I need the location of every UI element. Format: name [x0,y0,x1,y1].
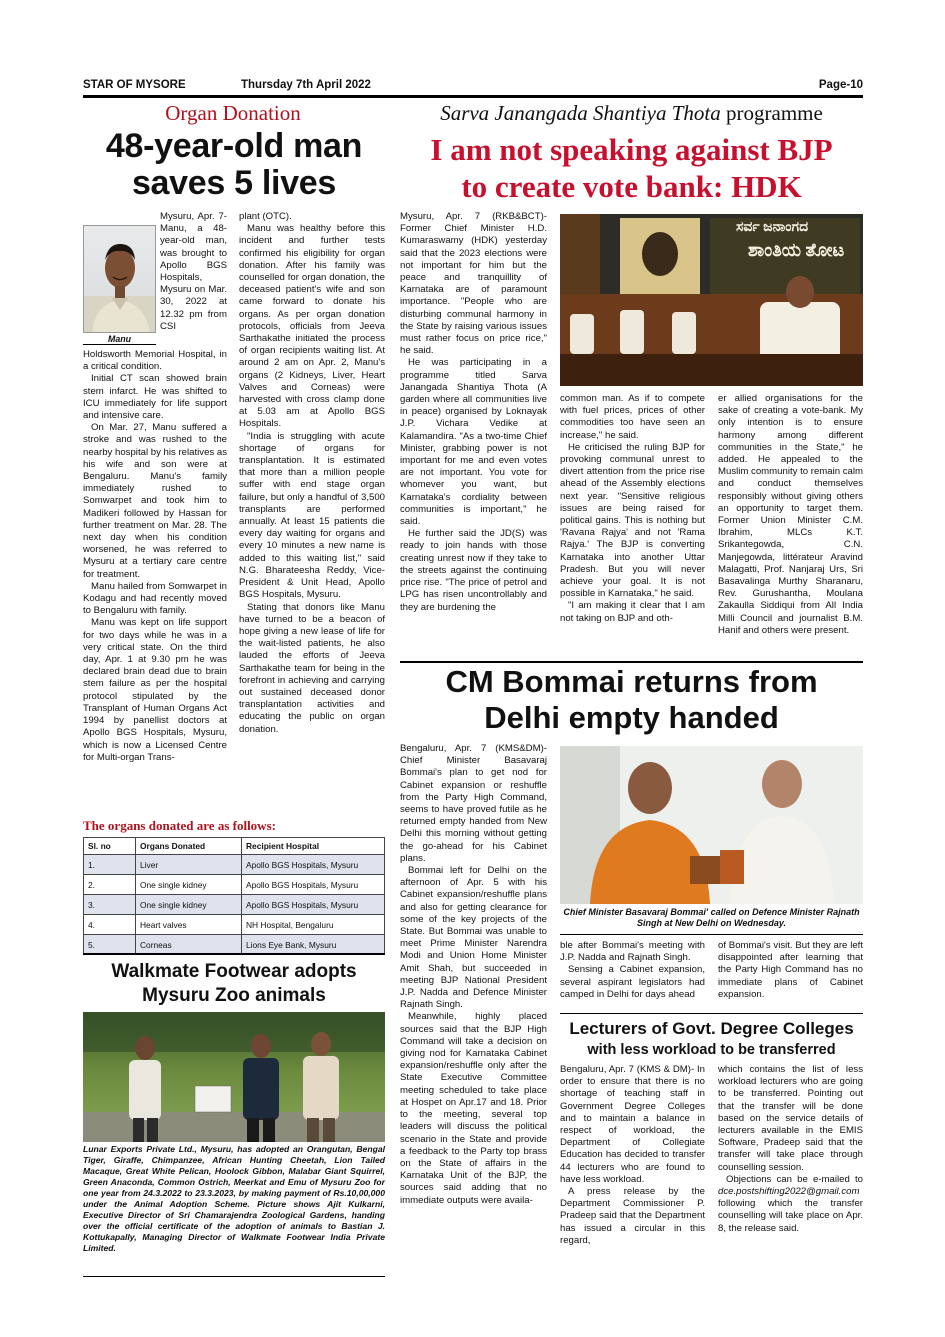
organ-col1-p2: Initial CT scan showed brain stem infarct. He was shifted to ICU immediately for life support and intensive care. [83,373,227,422]
cell-slno: 3. [84,895,136,915]
lecturers-email-link[interactable]: dce.postshifting2022@gmail.com [718,1186,860,1198]
hdk-col1-p3: He further said the JD(S) was ready to join hands with those creating unrest now if they take to the streets against the continuing price rise. "The price of petrol and LPG has risen uncontrollably and they are burdening the [400,528,547,613]
hdk-headline-line2: to create vote bank: HDK [461,169,802,204]
cell-hospital: Lions Eye Bank, Mysuru [242,935,385,955]
bommai-caption-rule [560,934,863,935]
walkmate-headline [80,960,388,1008]
bommai-headline [395,664,868,736]
organ-table-header [84,838,385,855]
organ-col1-p4: Manu hailed from Somwarpet in Kodagu and had recently moved to Bengaluru with family. [83,580,227,617]
lecturers-objections-text: Objections can be e-mailed to [726,1173,863,1185]
organ-table-title: The organs donated are as follows: [83,818,276,833]
lecturers-col1-p2: A press release by the Department Commissioner P. Pradeep said that the Department has issued a circular in this regard, [560,1186,705,1246]
th-slno: Sl. no [84,838,136,855]
organ-kicker: Organ Donation [165,101,301,125]
organ-table-wrapper [83,837,385,955]
bommai-col1-p3: Meanwhile, highly placed sources said that the BJP High Command will take a decision on giving nod for Karnataka Cabinet expansion/reshuffle only after the State Executive Committee meeting scheduled to take place at Hospet on Apr.17 and 18. Prior to the meeting, several top leaders will discuss the political scenario in the State and provide a feedback to the Party top brass on the State of affairs in the Karnataka Unit of the BJP, the sources said adding that no immediate outputs were availa- [400,1011,547,1206]
walkmate-photo [83,1012,385,1142]
hdk-kicker-rest: programme [720,101,823,125]
hdk-photo [560,214,863,386]
bommai-photo-caption: Chief Minister Basavaraj Bommai' called on Defence Minister Rajnath Singh at New Delhi on Wednesday. [563,907,860,928]
masthead [83,77,863,97]
organ-headline-line1: 48-year-old man [105,127,363,165]
bommai-col2 [560,940,705,1001]
manu-photo [83,225,156,333]
organ-col2-p3: "India is struggling with acute shortage of organs for transplantation. It is estimated that more than a million people suffer with end stage organ failure, but only a handful of 3,500 transplants are performed annually. At least 15 patients die every day waiting for organs and every 10 minutes a new name is added to this waiting list," said N.G. Bharateesha Reddy, Vice-President & Unit Head, Apollo BGS Hospitals, Mysuru. [239,430,385,601]
bommai-col1 [400,743,547,1207]
hdk-bottom-rule [400,661,863,663]
hdk-col3 [718,393,863,637]
hdk-kicker [400,101,863,126]
hdk-col2-p1: common man. As if to compete with fuel prices, prices of other commodities too have seen an increase," he said. [560,393,705,441]
cell-hospital: NH Hospital, Bengaluru [242,915,385,935]
table-row [84,855,385,875]
walkmate-headline-line1: Walkmate Footwear adopts [111,961,357,982]
hdk-col2-p2: He criticised the ruling BJP for provoking communal unrest to divert attention from the price rise ahead of the Assembly elections next year. "Sensitive religious issues are being raised for political gains. This is nothing but 'Ravana Rajya' and not 'Rama Rajya.' The BJP is converting Karnataka into another Uttar Pradesh. But you will never achieve your goal. It is not possible in Karnataka," he said. [560,441,705,600]
cell-hospital: Apollo BGS Hospitals, Mysuru [242,895,385,915]
lecturers-col2-p1: which contains the list of less workload lecturers who are going to be transferred. Pointing out that the transfer will be done based on the service details of lecturers available in the EMIS Software, Pradeep said that the transfer will take place through counselling session. [718,1064,863,1173]
page-number: Page-10 [818,79,863,91]
hdk-col1-p1: Mysuru, Apr. 7 (RKB&BCT)- Former Chief Minister H.D. Kumaraswamy (HDK) yesterday said that the 2023 elections were not important for him but the peace and tranquillity of Karnataka are of paramount importance. "People who are disturbing communal harmony in the State by raising various issues must rather focus on price rice," he said. [400,211,547,357]
walkmate-headline-line2: Mysuru Zoo animals [142,985,326,1006]
lecturers-followup-text: following which the transfer counselling will take place on Apr. 8, the release said. [718,1198,863,1234]
cell-slno: 4. [84,915,136,935]
lecturers-col1-p1: Bengaluru, Apr. 7 (KMS & DM)- In order to ensure that there is no shortage of teaching staff in Government Degree Colleges and to maintain a balance in respect of workload, the Department of Collegiate Education has decided to transfer 44 lecturers who are found to have less workload. [560,1064,705,1185]
bommai-col1-p1: Bengaluru, Apr. 7 (KMS&DM)- Chief Minister Basavaraj Bommai's plan to get nod for Cabinet expansion or reshuffle from the Party High Command, seems to have proved futile as he returned empty handed from New Delhi this morning without getting the go-ahead for his Cabinet plans. [400,743,547,864]
th-hospital: Recipient Hospital [242,838,385,855]
lecturers-headline-line2: with less workload to be transferred [587,1042,836,1058]
hdk-col2 [560,393,705,625]
cell-slno: 1. [84,855,136,875]
hdk-kicker-italic: Sarva Janangada Shantiya Thota [440,101,721,125]
hdk-col2-p3: "I am making it clear that I am not taking on BJP and oth- [560,600,705,624]
hdk-col1 [400,211,547,614]
bommai-col1-p2: Bommai left for Delhi on the afternoon of Apr. 5 with his Cabinet expansion/reshuffle plans and also for getting clearance for some of the key projects of the State. But Bommai was unable to meet Prime Minister Narendra Modi and Union Home Minister Amit Shah, but succeeded in meeting BJP National President J.P. Nadda and Defence Minister Rajnath Singh. [400,865,547,1011]
cell-organ: One single kidney [136,875,242,895]
masthead-rule [83,95,863,98]
bommai-col3-p1: of Bommai's visit. But they are left disappointed after learning that the Party High Command has no immediate plans of Cabinet expansion. [718,940,863,1000]
paper-name: STAR OF MYSORE [83,79,186,91]
bommai-headline-line2: Delhi empty handed [484,700,779,735]
hdk-headline-line1: I am not speaking against BJP [430,132,833,167]
organ-col1-p1: Holdsworth Memorial Hospital, in a critical condition. [83,349,227,373]
walkmate-caption: Lunar Exports Private Ltd., Mysuru, has adopted an Orangutan, Bengal Tiger, Giraffe, Chimpanzee, African Hunting Cheetah, Lion Tailed Macaque, Great White Pelican, Hoolock Gibbon, Malabar Giant Squirrel, Green Anaconda, Common Ostrich, Meerkat and Emu of Mysuru Zoo for one year from 24.3.2022 to 23.3.2023, by making payment of Rs.10,00,000 under the Animal Adoption Scheme. Picture shows Ajit Kulkarni, Executive Director of Sri Chamarajendra Zoological Gardens, handing over the official certificate of the adoption of animals to Bastian J. Kottukapally, Managing Director of Walkmate Footwear India Private Limited. [83,1144,385,1253]
organ-col1 [83,349,227,764]
bommai-photo [560,746,863,904]
bommai-col2-p2: Sensing a Cabinet expansion, several aspirant legislators had camped in Delhi for days ahead [560,964,705,1000]
table-row [84,935,385,955]
cell-slno: 2. [84,875,136,895]
organ-table [83,837,385,955]
organ-col2-p4: Stating that donors like Manu have turned to be a beacon of hope giving a new lease of life for the wait-listed patients, he also lauded the efforts of Jeeva Sarthakathe team for being in the forefront in achieving and carrying out sustained deceased donor transplantation activities and educating the public on organ donation. [239,601,385,735]
issue-date: Thursday 7th April 2022 [241,79,371,91]
hdk-col3-p1: er allied organisations for the sake of creating a vote-bank. My only intention is to ensure harmony among different communities in the State," he added. He appealed to the Muslim community to remain calm and conduct themselves responsibly without giving others an opportunity to target them. Former Union Minister C.M. Ibrahim, MLCs K.T. Srikantegowda, C.N. Manjegowda, littérateur Aravind Malagatti, Prof. Nanjaraj Urs, Sri Basavalinga Murthy Sharanaru, Rev. Gurushantha, Moulana Zakaulla Siddiqui from All India Milli Council and journalist B.M. Hanif and others were present. [718,393,864,636]
table-row [84,875,385,895]
lecturers-col2-p2 [718,1174,863,1235]
hdk-headline [395,131,868,205]
bommai-col3 [718,940,863,1001]
organ-headline-line2: saves 5 lives [131,164,337,202]
cell-slno: 5. [84,935,136,955]
bommai-headline-line1: CM Bommai returns from [445,664,818,699]
organ-lead-paragraph: Mysuru, Apr. 7- Manu, a 48-year-old man, was brought to Apollo BGS Hospitals, Mysuru on Mar. 30, 2022 at 12.32 pm from CSI [160,211,227,332]
cell-organ: Corneas [136,935,242,955]
lecturers-headline [556,1018,867,1060]
hdk-banner-text-2: ಶಾಂತಿಯ ತೋಟ [748,240,845,260]
lecturers-col1 [560,1064,705,1247]
cell-hospital: Apollo BGS Hospitals, Mysuru [242,875,385,895]
organ-col2-p1: plant (OTC). [239,211,292,222]
cell-organ: Liver [136,855,242,875]
organ-col2 [239,211,385,736]
hdk-banner-text-1: ಸರ್ವ ಜನಾಂಗದ [736,220,809,235]
organ-headline [80,128,388,202]
manu-photo-caption: Manu [83,334,156,345]
bommai-col2-p1: ble after Bommai's meeting with J.P. Nadda and Rajnath Singh. [560,940,705,964]
lecturers-headline-line1: Lecturers of Govt. Degree Colleges [569,1019,854,1038]
organ-col1-p5: Manu was kept on life support for two days while he was in a very critical state. On the third day, Apr. 1 at 9.30 pm he was declared brain dead due to brain stem failure as per the hospital protocol stipulated by the Transplant of Human Organs Act 1994 by panellist doctors at Apollo BGS Hospitals, Mysuru, which is now a Licensed Centre for Multi-organ Trans- [83,617,227,763]
bommai-bottom-rule [560,1013,863,1014]
hdk-col1-p2: He was participating in a programme titled Sarva Janangada Shantiya Thota (A garden where all communities live in peace) organised by Loknayak J.P. Vichara Vedike at Kalamandira. "As a two-time Chief Minister, grabbing power is not important for me and even votes are not important. You vote for whomever you want, but Karnataka's cordiality between communities is important," he said. [400,357,547,528]
table-row [84,915,385,935]
cell-organ: Heart valves [136,915,242,935]
organ-col2-p2: Manu was healthy before this incident and further tests confirmed his eligibility for organ donation. After his family was counselled for organ donation, the deceased patient's wife and son came forward to donate his organs. As per organ donation protocols, officials from Jeeva Sarthakathe initiated the process of organ recipients waiting list. At around 2 am on Apr. 2, Manu's organs (2 Kidneys, Liver, Heart Valves and Corneas) were harvested with cross clamp done at 5.03 am at Apollo BGS Hospitals. [239,223,385,430]
lecturers-col2 [718,1064,863,1235]
organ-lead-narrow [160,211,227,333]
organ-bottom-rule [83,953,385,955]
organ-col1-p3: On Mar. 27, Manu suffered a stroke and was rushed to the nearby hospital by his relatives as his wife and son were at Bengaluru. Manu's family immediately rushed to Somwarpet and took him to Madikeri followed by Hassan for further treatment on Mar. 28. The next day when his condition worsened, he was referred to Mysuru at a tertiary care centre for treatment. [83,422,227,580]
table-row [84,895,385,915]
th-organ: Organs Donated [136,838,242,855]
cell-hospital: Apollo BGS Hospitals, Mysuru [242,855,385,875]
cell-organ: One single kidney [136,895,242,915]
walkmate-bottom-rule [83,1276,385,1277]
